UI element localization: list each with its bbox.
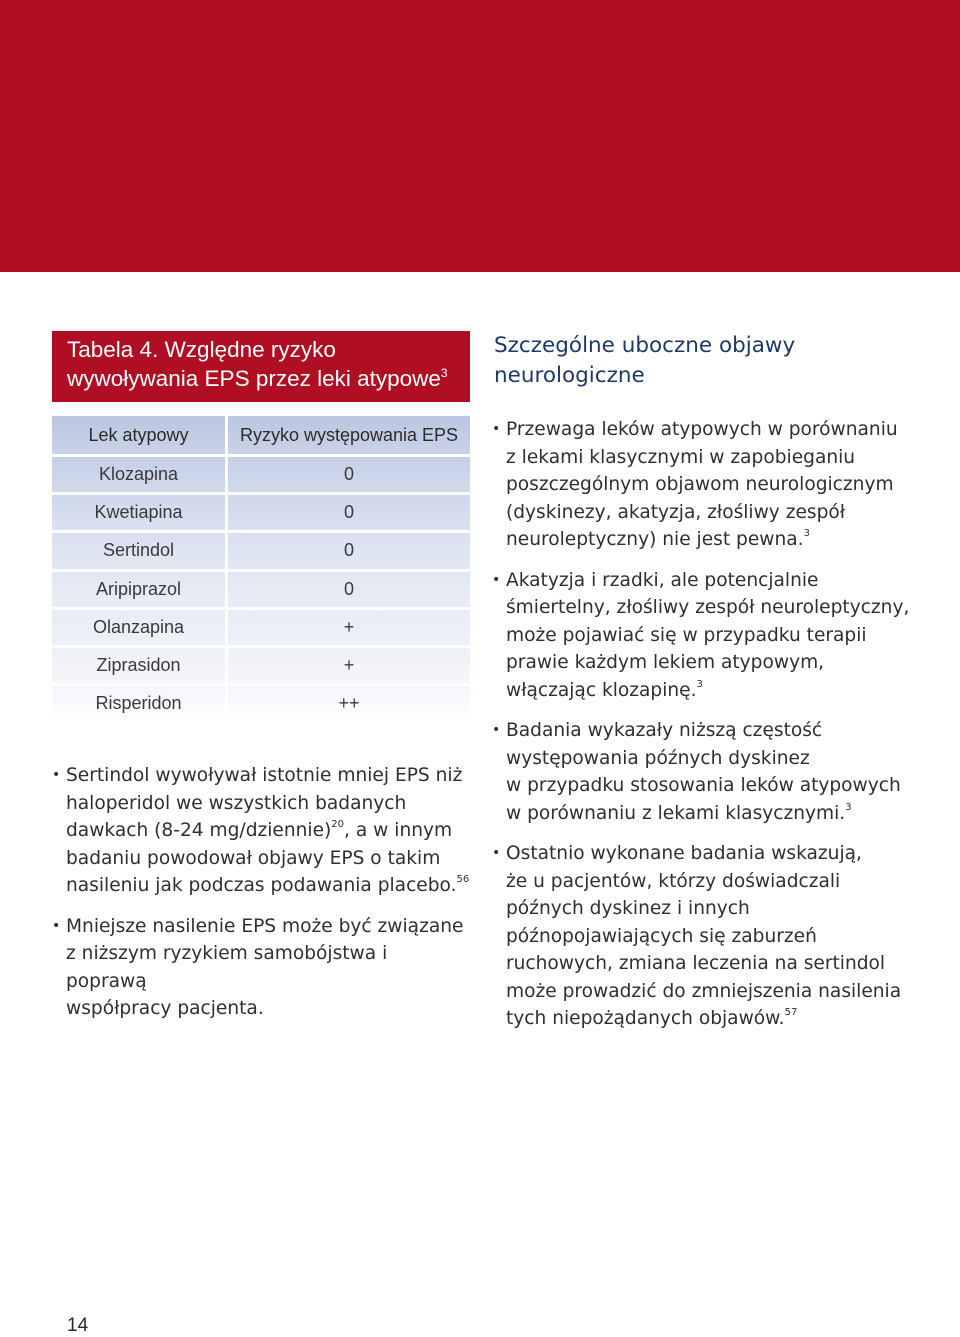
list-item [492,717,912,827]
bullet-line: (dyskinezy, akatyzja, złośliwy zespół [506,501,846,523]
reference-mark: 3 [803,528,810,539]
drug-cell: Aripiprazol [52,569,225,607]
table-title-line-1: Tabela 4. Względne ryzyko [67,337,336,362]
drug-cell: Olanzapina [52,607,225,645]
bullet-line: włączając klozapinę. [506,679,697,701]
table-title-box [52,331,470,402]
reference-mark: 57 [784,1007,798,1018]
drug-cell: Klozapina [52,454,225,492]
bullet-line: późnopojawiających się zaburzeń [506,925,817,947]
drug-cell: Sertindol [52,530,225,568]
bullet-line: występowania późnych dyskinez [506,747,810,769]
bullet-line: neuroleptyczny) nie jest pewna. [506,529,804,550]
risk-cell: + [225,645,470,683]
table-row [52,454,470,492]
list-item [52,762,470,900]
risk-cell: 0 [225,530,470,568]
bullet-line: późnych dyskinez i innych [506,898,750,919]
bullet-line: z lekami klasycznymi w zapobieganiu [506,446,856,468]
reference-mark: 3 [845,801,852,813]
bullet-line: współpracy pacjenta. [66,998,264,1019]
bullet-line: poszczególnym objawom neurologicznym [506,474,894,495]
drug-cell: Ziprasidon [52,645,225,683]
risk-cell: ++ [225,683,470,721]
risk-cell: 0 [225,454,470,492]
risk-cell: 0 [225,492,470,530]
left-bullet-list [52,762,470,1036]
table-row [52,683,470,721]
list-item [492,416,912,554]
bullet-line: dawkach (8-24 mg/dziennie) [66,820,332,841]
bullet-line: w porównaniu z lekami klasycznymi. [506,802,846,824]
bullet-line: nasileniu jak podczas podawania placebo. [66,875,457,896]
risk-cell: 0 [225,569,470,607]
right-bullet-list [492,416,912,1046]
header-drug: Lek atypowy [52,416,225,454]
list-item [52,913,470,1023]
bullet-line: , a w innym [344,820,453,841]
bullet-line: może pojawiać się w przypadku terapii [506,624,867,646]
drug-cell: Kwetiapina [52,492,225,530]
bullet-line: Akatyzja i rzadki, ale potencjalnie [506,569,819,591]
table-title-reference: 3 [440,366,448,380]
bullet-line: ruchowych, zmiana leczenia na sertindol [506,953,886,974]
reference-mark: 20 [331,819,345,830]
bullet-line: że u pacjentów, którzy doświadczali [506,870,841,892]
top-color-banner [0,0,960,272]
bullet-line: Przewaga leków atypowych w porównaniu [506,419,898,440]
drug-cell: Risperidon [52,683,225,721]
bullet-line: Mniejsze nasilenie EPS może być związane [66,915,464,937]
risk-cell: + [225,607,470,645]
table-header-row [52,416,470,454]
page-number: 14 [67,1315,89,1336]
list-item [492,567,912,705]
table-title-line-2: wywoływania EPS przez leki atypowe [67,366,441,391]
heading-line: neurologiczne [494,363,645,388]
table-title [67,335,456,393]
bullet-line: haloperidol we wszystkich badanych [66,792,407,814]
table-row [52,607,470,645]
reference-mark: 3 [696,678,703,690]
table-row [52,492,470,530]
bullet-line: w przypadku stosowania leków atypowych [506,775,901,796]
bullet-line: prawie każdym lekiem atypowym, [506,652,825,673]
bullet-line: Badania wykazały niższą częstość [506,720,823,741]
bullet-line: może prowadzić do zmniejszenia nasilenia [506,980,902,1002]
bullet-line: śmiertelny, złośliwy zespół neuroleptyczny, [506,597,910,618]
table-row [52,645,470,683]
table-row [52,569,470,607]
reference-mark: 56 [456,874,470,885]
header-risk: Ryzyko występowania EPS [225,416,470,454]
table-row [52,530,470,568]
bullet-line: Ostatnio wykonane badania wskazują, [506,843,862,864]
section-heading [494,331,914,391]
bullet-line: badaniu powodował objawy EPS o takim [66,847,441,869]
bullet-line: z niższym ryzykiem samobójstwa i poprawą [66,943,388,992]
bullet-line: Sertindol wywoływał istotnie mniej EPS niż [66,765,463,786]
eps-risk-table [52,416,470,721]
list-item [492,840,912,1033]
bullet-line: tych niepożądanych objawów. [506,1008,785,1029]
heading-line: Szczególne uboczne objawy [494,333,796,358]
